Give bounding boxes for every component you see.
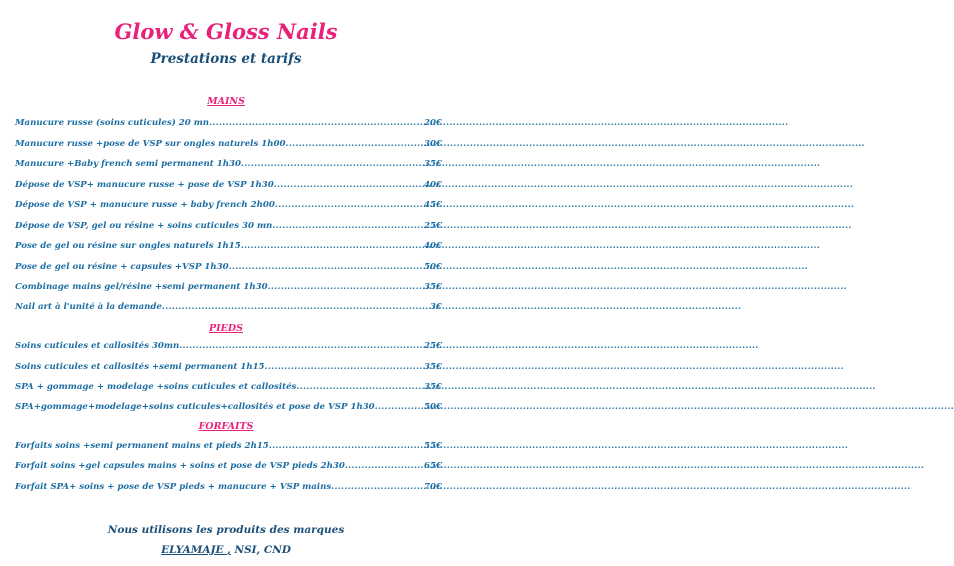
service-price: 65€ (424, 461, 442, 471)
section-title-pieds: PIEDS (209, 323, 243, 334)
price-row (15, 159, 442, 173)
service-price: 3€ (430, 302, 442, 312)
leader-dots (229, 262, 423, 272)
service-label: Dépose de VSP+ manucure russe + pose de VSP 1h30 (15, 180, 274, 190)
price-row (15, 221, 442, 235)
service-price: 40€ (424, 180, 442, 190)
page-subtitle: Prestations et tarifs (150, 51, 302, 67)
page-title: Glow & Gloss Nails (114, 19, 338, 44)
leader-dots (241, 159, 423, 169)
service-label: Manucure +Baby french semi permanent 1h30 (15, 159, 241, 169)
price-row (15, 482, 442, 496)
price-row (15, 262, 442, 276)
price-row (15, 461, 442, 475)
service-label: Forfaits soins +semi permanent mains et pieds 2h15 (15, 441, 269, 451)
leader-dots (272, 221, 423, 231)
service-label: Soins cuticules et callosités 30mn (15, 341, 180, 351)
service-price: 45€ (424, 200, 442, 210)
service-label: Manucure russe +pose de VSP sur ongles naturels 1h00 (15, 139, 286, 149)
price-row (15, 441, 442, 455)
price-row (15, 139, 442, 153)
service-label: SPA+gommage+modelage+soins cuticules+callosités et pose de VSP 1h30 (15, 402, 375, 412)
service-label: Soins cuticules et callosités +semi permanent 1h15 (15, 362, 265, 372)
price-row (15, 282, 442, 296)
price-row (15, 382, 442, 396)
service-price: 30€ (424, 139, 442, 149)
service-price: 50€ (424, 262, 442, 272)
leader-dots (268, 282, 424, 292)
price-row (15, 402, 442, 416)
price-list-page (0, 0, 452, 566)
service-price: 35€ (424, 159, 442, 169)
service-label: Dépose de VSP + manucure russe + baby french 2h00 (15, 200, 275, 210)
service-label: Combinage mains gel/résine +semi permanent 1h30 (15, 282, 268, 292)
service-label: Forfait SPA+ soins + pose de VSP pieds + manucure + VSP mains (15, 482, 332, 492)
leader-dots (241, 241, 423, 251)
service-price: 55€ (424, 441, 442, 451)
leader-dots (265, 362, 424, 372)
service-price: 35€ (424, 382, 442, 392)
price-row (15, 241, 442, 255)
service-price: 50€ (424, 402, 442, 412)
service-price: 40€ (424, 241, 442, 251)
leader-dots (375, 402, 423, 412)
section-title-forfaits: FORFAITS (198, 421, 254, 432)
service-price: 25€ (424, 221, 442, 231)
service-label: Nail art à l'unité à la demande (15, 302, 162, 312)
brand-others: NSI, CND (230, 544, 291, 556)
leader-dots (296, 382, 423, 392)
leader-dots (331, 482, 423, 492)
leader-dots (162, 302, 429, 312)
price-row (15, 362, 442, 376)
service-price: 35€ (424, 362, 442, 372)
service-label: Dépose de VSP, gel ou résine + soins cuticules 30 mn (15, 221, 273, 231)
leader-dots (209, 118, 423, 128)
price-row (15, 302, 442, 316)
service-price: 25€ (424, 341, 442, 351)
service-label: Manucure russe (soins cuticules) 20 mn (15, 118, 210, 128)
leader-dots (179, 341, 423, 351)
leader-dots (275, 200, 423, 210)
price-row (15, 118, 442, 132)
leader-dots (274, 180, 423, 190)
leader-dots (269, 441, 423, 451)
price-row (15, 180, 442, 194)
price-row (15, 200, 442, 214)
footer-brands-intro: Nous utilisons les produits des marques (107, 524, 345, 536)
footer-brands (0, 544, 452, 556)
service-price: 35€ (424, 282, 442, 292)
service-label: Pose de gel ou résine sur ongles naturels 1h15 (15, 241, 241, 251)
section-title-mains: MAINS (207, 96, 245, 107)
service-label: SPA + gommage + modelage +soins cuticules et callosités (15, 382, 297, 392)
leader-dots (285, 139, 423, 149)
leader-dots (345, 461, 423, 471)
service-label: Pose de gel ou résine + capsules +VSP 1h30 (15, 262, 229, 272)
price-row (15, 341, 442, 355)
service-label: Forfait soins +gel capsules mains + soins et pose de VSP pieds 2h30 (15, 461, 345, 471)
brand-elyamaje: ELYAMAJE , (161, 544, 231, 556)
service-price: 70€ (424, 482, 442, 492)
service-price: 20€ (424, 118, 442, 128)
